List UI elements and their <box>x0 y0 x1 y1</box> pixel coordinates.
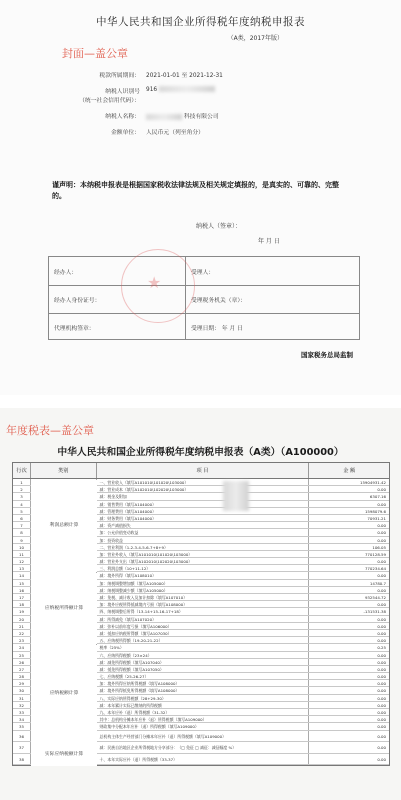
row-amount: 0.25 <box>377 645 386 651</box>
row-item: 减：弥补以前年度亏损（填写A106000） <box>97 623 310 629</box>
row-item: 减：管理费用（填写A104000） <box>97 508 310 514</box>
row-number: 4 <box>13 501 31 507</box>
cover-subtitle: （A类，2017年版） <box>227 35 283 42</box>
taxpayer-sign-label: 纳税人（签章）： <box>196 223 242 230</box>
row-amount: 932544.72 <box>364 595 386 600</box>
category-label: 利润总额计算 <box>31 480 97 572</box>
row-item: 加：境外应税所得抵减境内亏损（填写A108000） <box>97 601 310 607</box>
declaration-text: 谨声明：本纳税申报表是根据国家税收法律法规及相关规定填报的，是真实的、可靠的、完整的。 <box>52 181 339 200</box>
row-amount: 0.00 <box>377 666 386 672</box>
row-amount: -131531.38 <box>363 609 386 615</box>
row-item: 加：境外所得应纳所得税额（填写A108000） <box>97 680 310 686</box>
cover-page <box>0 0 401 395</box>
header-item: 项 目 <box>97 463 310 478</box>
field-label-taxid: 纳税人识别号 <box>105 89 140 95</box>
row-item: 加：公允价值变动收益 <box>97 529 310 535</box>
row-item: 减：境外所得抵免所得税额（填写A108000） <box>97 687 310 693</box>
redaction-taxid <box>159 86 215 92</box>
header-row-no: 行次 <box>13 463 31 478</box>
row-number: 7 <box>13 522 31 528</box>
row-amount: 0.00 <box>377 623 386 629</box>
row-number: 34 <box>13 716 31 722</box>
row-number: 13 <box>13 565 31 571</box>
row-item: 减：所得减免（填写A107020） <box>97 616 310 622</box>
header-category: 类别 <box>31 463 97 478</box>
category-label: 应纳税所得额计算 <box>31 573 97 644</box>
row-amount: 0.00 <box>377 559 386 565</box>
taxid-visible: 916 <box>146 86 158 93</box>
row-amount: 15904931.42 <box>359 480 386 485</box>
row-number: 36 <box>13 731 31 742</box>
row-amount: 0.00 <box>377 537 386 543</box>
row-amount: 0.00 <box>377 717 386 723</box>
row-amount: 0.00 <box>377 530 386 536</box>
receive-date-label: 受理日期： 年 月 日 <box>191 326 243 332</box>
row-amount: 14780.7 <box>369 580 386 586</box>
row-item: 八、实际应纳所得税额（28+29-30） <box>97 695 310 701</box>
row-amount: 770234.64 <box>364 566 386 572</box>
row-item: 七、应纳税额（25-26-27） <box>97 673 310 679</box>
row-item: 加：营业外收入（填写A101010\101020\103000） <box>97 551 310 557</box>
row-amount: 0.00 <box>377 695 386 701</box>
row-amount: 0.00 <box>377 630 386 636</box>
row-number: 37 <box>13 742 31 753</box>
row-amount: 0.00 <box>377 616 386 622</box>
field-value-taxid <box>146 86 215 93</box>
row-item: 减：财务费用（填写A104000） <box>97 515 310 521</box>
row-number: 16 <box>13 587 31 593</box>
table-body <box>13 479 389 765</box>
row-item: 税率（25%） <box>97 644 310 650</box>
row-item: 四、纳税调整后所得（13-14+15-16-17+18） <box>97 608 310 614</box>
row-item: 其中：总机构分摊本年应补（退）所得税额（填写A109000） <box>97 716 310 722</box>
agency-seal-label: 代理机构签章： <box>54 326 95 332</box>
row-item: 十、本年实际应补（退）所得税额（33-37） <box>97 754 310 765</box>
row-item: 加：纳税调整增加额（填写A105000） <box>97 580 310 586</box>
tax-office-label: 受理税务机关（章）： <box>191 298 247 304</box>
row-number: 29 <box>13 680 31 686</box>
annual-return-page <box>0 408 401 800</box>
header-amount: 金 额 <box>343 468 356 474</box>
row-item: 减：免税、减计收入及加计扣除（填写A107010） <box>97 594 310 600</box>
row-number: 35 <box>13 723 31 729</box>
table-header <box>13 463 389 479</box>
handler-id-label: 经办人身份证号： <box>54 298 101 304</box>
redaction-name <box>146 114 182 120</box>
row-amount: 0.00 <box>377 756 386 762</box>
row-amount: 0.00 <box>377 523 386 529</box>
row-amount: 0.00 <box>377 724 386 730</box>
row-item: 九、本年应补（退）所得税额（31-32） <box>97 709 310 715</box>
row-amount: 0.00 <box>377 652 386 658</box>
row-number: 3 <box>13 493 31 499</box>
company-suffix: 科技有限公司 <box>183 114 219 120</box>
handler-label: 经办人： <box>54 270 78 276</box>
row-number: 5 <box>13 508 31 514</box>
category-label: 实际应纳税额计算 <box>31 743 97 766</box>
row-number: 17 <box>13 594 31 600</box>
row-number: 14 <box>13 572 31 578</box>
row-number: 2 <box>13 486 31 492</box>
row-item: 减：减免所得税额（填写A107040） <box>97 659 310 665</box>
row-item: 减：抵扣应纳税所得额（填写A107030） <box>97 630 310 636</box>
row-number: 23 <box>13 637 31 643</box>
row-item: 六、应纳所得税额（23×24） <box>97 652 310 658</box>
row-amount: 770128.59 <box>364 551 386 557</box>
row-item: 减：销售费用（填写A104000） <box>97 501 310 507</box>
row-number: 18 <box>13 601 31 607</box>
receiver-label: 受理人： <box>191 270 215 276</box>
field-label-period: 税款所属期间： <box>99 73 140 79</box>
row-number: 9 <box>13 537 31 543</box>
cover-caption: 封面—盖公章 <box>62 47 128 60</box>
field-value-period: 2021-01-01 至 2021-12-31 <box>146 73 223 79</box>
redaction-amounts <box>223 481 249 511</box>
field-value-unit: 人民币元（列至角分） <box>146 130 204 136</box>
field-label-unit: 金额单位： <box>111 130 140 136</box>
row-item: 减：本年累计实际已缴纳的所得税额 <box>97 702 310 708</box>
row-number: 31 <box>13 695 31 701</box>
row-number: 30 <box>13 687 31 693</box>
row-number: 21 <box>13 623 31 629</box>
annual-title: 中华人民共和国企业所得税年度纳税申报表（A类）（A100000） <box>57 447 344 458</box>
row-amount: 0.00 <box>377 638 386 644</box>
row-amount: 0.00 <box>377 501 386 507</box>
row-amount: 0.00 <box>377 681 386 687</box>
row-amount: 70931.21 <box>367 515 386 521</box>
row-item: 减：抵免所得税额（填写A107050） <box>97 666 310 672</box>
seal-star-icon: ★ <box>147 273 162 292</box>
row-amount: 0.00 <box>377 745 386 751</box>
row-number: 33 <box>13 709 31 715</box>
row-amount: 6307.16 <box>369 494 386 500</box>
row-number: 11 <box>13 551 31 557</box>
row-amount: 0.00 <box>377 688 386 694</box>
row-number: 15 <box>13 580 31 586</box>
annual-caption: 年度税表—盖公章 <box>6 424 94 437</box>
row-amount: 0.00 <box>377 659 386 665</box>
field-value-name <box>146 111 219 120</box>
row-amount: 0.00 <box>377 710 386 715</box>
row-number: 27 <box>13 666 31 672</box>
row-number: 1 <box>13 479 31 485</box>
row-item: 二、营业利润（1-2-3-4-5-6-7+8+9） <box>97 544 310 550</box>
row-item: 减：税金及附加 <box>97 493 310 499</box>
row-amount: 0.00 <box>377 674 386 680</box>
row-number: 10 <box>13 544 31 550</box>
row-item: 一、营业收入（填写A101010\101020\103000） <box>97 479 310 485</box>
row-item: 五、应纳税所得额（19-20-21-22） <box>97 637 310 643</box>
row-amount: 1598079.6 <box>364 508 386 514</box>
row-number: 20 <box>13 616 31 622</box>
row-item: 减：营业外支出（填写A102010\102020\103000） <box>97 558 310 564</box>
row-amount: 0.00 <box>377 487 386 493</box>
category-label: 应纳税额计算 <box>31 645 97 743</box>
field-label-name: 纳税人名称： <box>105 114 140 120</box>
row-amount: 0.00 <box>377 733 386 739</box>
row-number: 28 <box>13 673 31 679</box>
row-item: 减：境外所得（填写A108010） <box>97 572 310 578</box>
row-amount: 0.00 <box>377 702 386 708</box>
row-item: 减：营业成本（填写A102010\102020\103000） <box>97 486 310 492</box>
row-amount: 106.05 <box>372 544 386 550</box>
taxpayer-sign-date: 年 月 日 <box>258 238 280 245</box>
row-amount: 0.00 <box>377 587 386 593</box>
annual-table <box>12 462 390 766</box>
field-label-credit-code: （统一社会信用代码）： <box>79 98 140 104</box>
row-number: 12 <box>13 558 31 564</box>
row-item: 总机构主体生产经营部门分摊本年应补（退）所得税额（填写A109000） <box>97 731 310 742</box>
row-number: 24 <box>13 644 31 650</box>
row-number: 26 <box>13 659 31 665</box>
row-number: 22 <box>13 630 31 636</box>
row-amount: 0.00 <box>377 602 386 608</box>
bureau-signature: 国家税务总局监制 <box>301 351 353 359</box>
acceptance-table <box>48 256 360 340</box>
row-number: 38 <box>13 754 31 765</box>
row-number: 8 <box>13 529 31 535</box>
row-number: 25 <box>13 652 31 658</box>
row-item: 财政集中分配本年应补（退）所得税额（填写A109000） <box>97 723 310 729</box>
row-number: 6 <box>13 515 31 521</box>
row-item: 减：民族自治地区企业所得税地方分享部分：（□ 免征 □ 减征：减征幅度 %） <box>97 742 310 753</box>
cover-title: 中华人民共和国企业所得税年度纳税申报表 <box>96 16 305 28</box>
row-amount: 0.00 <box>377 573 386 579</box>
row-item: 减：资产减值损失 <box>97 522 310 528</box>
row-item: 减：纳税调整减少额（填写A105000） <box>97 587 310 593</box>
row-number: 19 <box>13 608 31 614</box>
row-item: 三、利润总额（10+11-12） <box>97 565 310 571</box>
row-item: 加：投资收益 <box>97 537 310 543</box>
row-number: 32 <box>13 702 31 708</box>
